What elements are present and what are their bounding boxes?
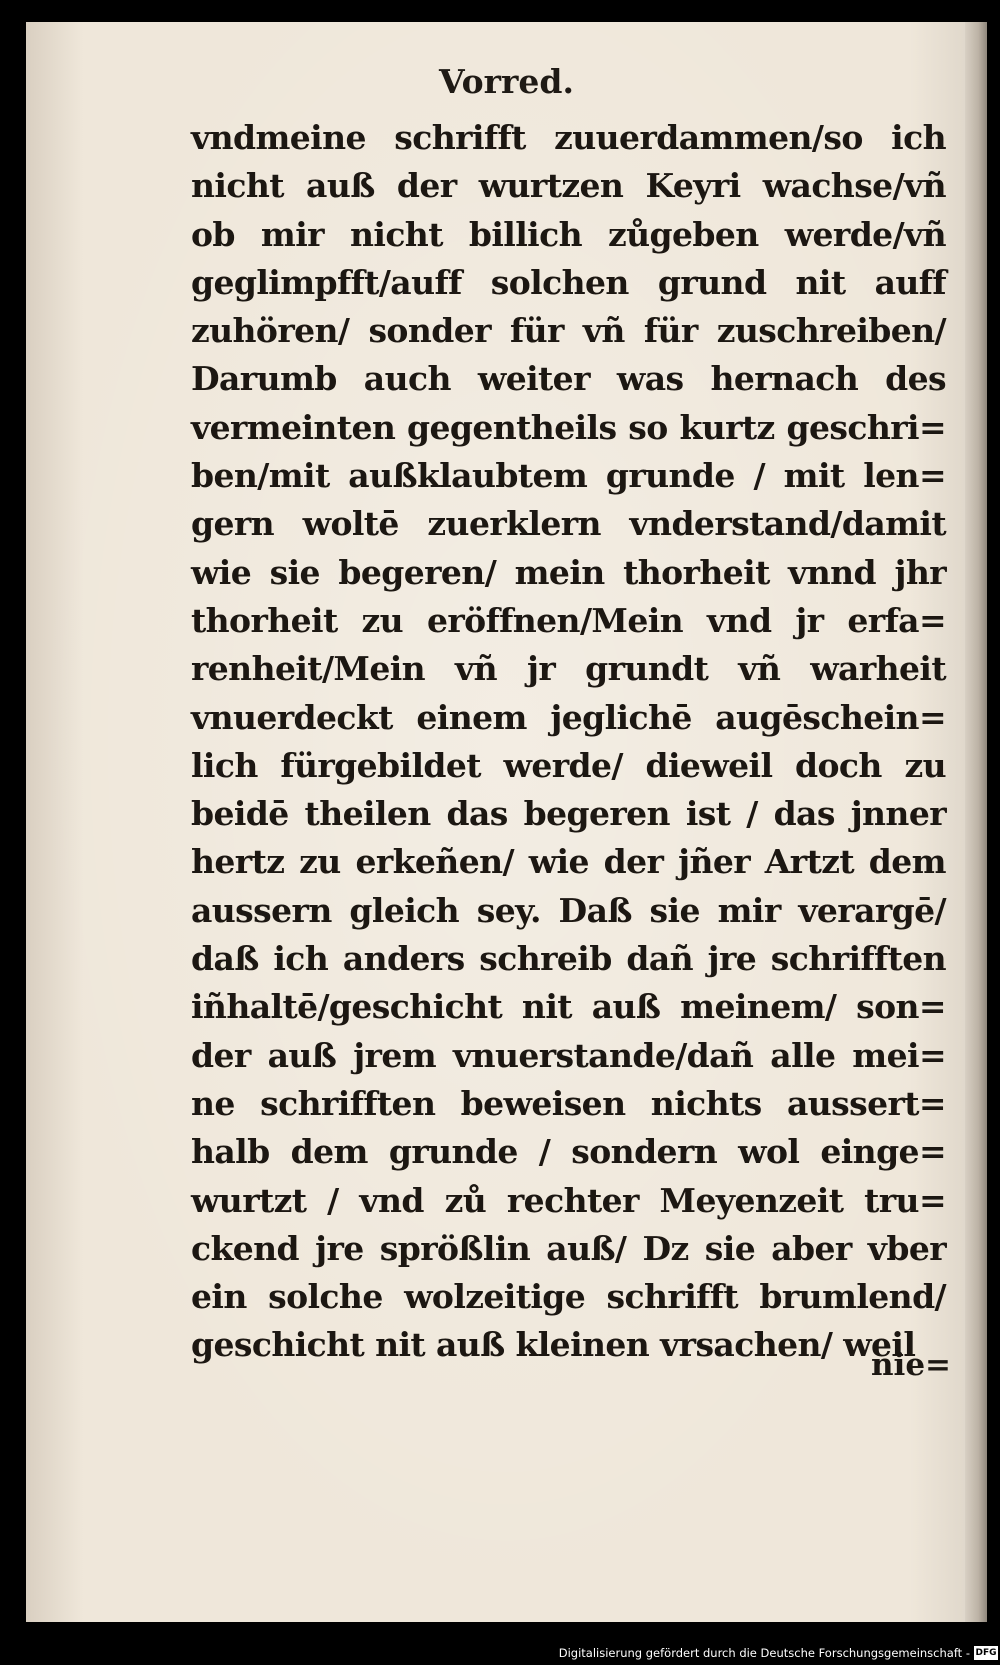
- text-line: wie sie begeren/ mein thorheit vnnd jhr: [191, 552, 946, 592]
- text-line: Darumb auch weiter was hernach des: [191, 359, 946, 399]
- text-line: wurtzt / vnd zů rechter Meyenzeit tru=: [191, 1180, 946, 1220]
- text-line: thorheit zu eröffnen/Mein vnd jr erfa=: [191, 600, 946, 640]
- text-line: ein solche wolzeitige schrifft brumlend/: [191, 1277, 946, 1317]
- text-line: ne schrifften beweisen nichts aussert=: [191, 1083, 946, 1123]
- text-line: lich fürgebildet werde/ dieweil doch zu: [191, 745, 946, 785]
- text-line: iñhaltē/geschicht nit auß meinem/ son=: [191, 987, 946, 1027]
- text-line: ob mir nicht billich zůgeben werde/vñ: [191, 214, 946, 254]
- text-block: [191, 114, 946, 1370]
- text-line: der auß jrem vnuerstande/dañ alle mei=: [191, 1035, 946, 1075]
- text-line: geschicht nit auß kleinen vrsachen/ weil: [191, 1325, 916, 1365]
- text-line: aussern gleich sey. Daß sie mir verargē/: [191, 890, 946, 930]
- text-line: nicht auß der wurtzen Keyri wachse/vñ: [191, 166, 946, 206]
- dfg-logo: DFG: [975, 1648, 997, 1658]
- text-line: beidē theilen das begeren ist / das jnner: [191, 794, 946, 834]
- footer-credit: Digitalisierung gefördert durch die Deutsche Forschungsgemeinschaft -: [558, 1646, 970, 1660]
- book-page: [26, 22, 987, 1622]
- text-line: vndmeine schrifft zuuerdammen/so ich: [191, 118, 946, 157]
- text-line: geglimpfft/auff solchen grund nit auff: [191, 262, 946, 302]
- running-head: Vorred.: [439, 62, 574, 101]
- text-line: vermeinten gegentheils so kurtz geschri=: [191, 407, 946, 447]
- text-line: hertz zu erkeñen/ wie der jñer Artzt dem: [191, 842, 946, 882]
- text-line: halb dem grunde / sondern wol einge=: [191, 1132, 946, 1172]
- text-line: daß ich anders schreib dañ jre schrifften: [191, 939, 946, 979]
- page-edge: [965, 22, 987, 1622]
- text-line: ben/mit außklaubtem grunde / mit len=: [191, 456, 946, 496]
- text-line: ckend jre sprößlin auß/ Dz sie aber vber: [191, 1228, 946, 1268]
- catchword: nie=: [871, 1347, 952, 1383]
- text-line: zuhören/ sonder für vñ für zuschreiben/: [191, 311, 946, 351]
- text-line: gern woltē zuerklern vnderstand/damit: [191, 504, 946, 544]
- text-line: renheit/Mein vñ jr grundt vñ warheit: [191, 649, 946, 689]
- text-line: vnuerdeckt einem jeglichē augēschein=: [191, 697, 946, 737]
